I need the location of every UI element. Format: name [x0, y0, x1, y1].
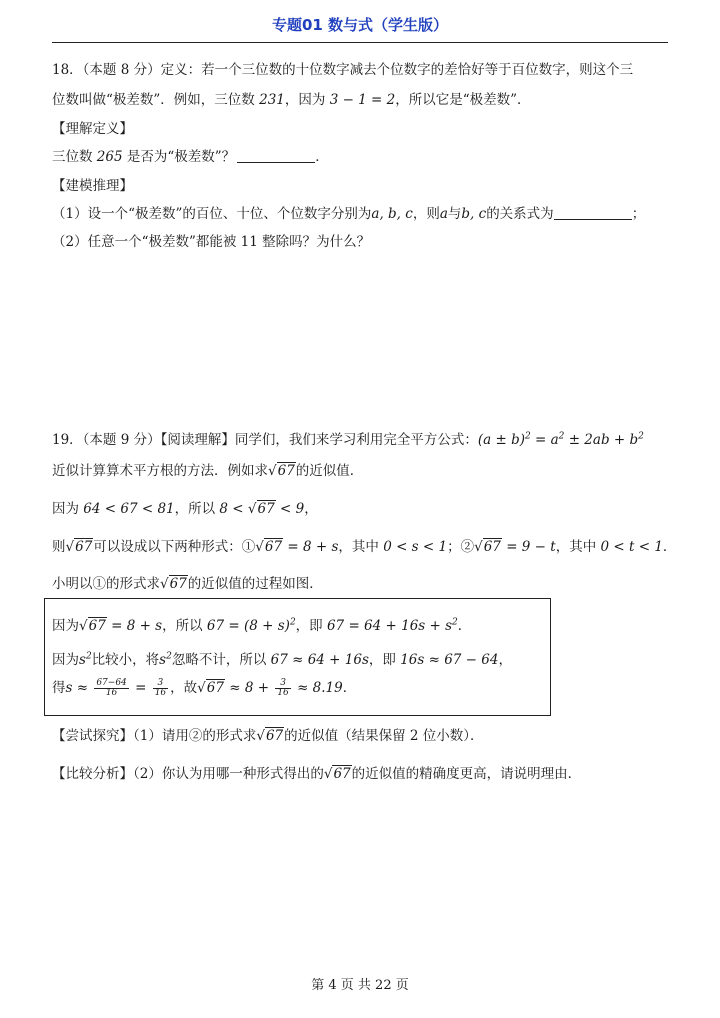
equation: =	[130, 680, 151, 696]
inequality: < 9	[275, 501, 305, 517]
text: ；	[631, 206, 646, 222]
inequality: 0 < t < 1	[600, 539, 663, 555]
text: 三位数	[52, 149, 97, 165]
text: 近似计算算术平方根的方法．例如求	[52, 463, 268, 479]
inequality: 8 <	[219, 501, 248, 517]
text: 比较小，将	[91, 652, 160, 668]
text: 的近似值的过程如图．	[187, 576, 323, 592]
test-number: 265	[96, 149, 123, 165]
text: 忽略不计，所以	[171, 652, 271, 668]
q18-heading-model: 【建模推理】	[52, 178, 133, 194]
sqrt-67: √67	[474, 539, 501, 555]
q18-line1: 18．（本题 8 分）定义：若一个三位数的十位数字减去个位数字的差恰好等于百位数字，则这个三	[52, 62, 634, 78]
variables: a, b, c	[371, 206, 413, 222]
equation: s ≈	[65, 680, 93, 696]
exponent: 2	[85, 651, 92, 662]
fraction: $\frac{67-64}{16}$	[96, 677, 127, 698]
formula: = a	[530, 432, 559, 448]
text: 因为	[52, 652, 79, 668]
text: 得	[52, 680, 66, 696]
text: ．	[457, 618, 472, 634]
sqrt-67: √67	[268, 463, 295, 479]
equation: 67 = (8 + s)	[206, 618, 290, 634]
text: ，所以它是“极差数”．	[395, 92, 531, 108]
text: （1）设一个“极差数”的百位、十位、个位数字分别为	[52, 206, 372, 222]
exponent: 2	[558, 431, 565, 442]
text: 因为	[52, 618, 79, 634]
sqrt-67: √67	[79, 618, 106, 634]
text: ，其中	[338, 539, 384, 555]
text: 与	[447, 206, 462, 222]
variable-s: s	[159, 652, 167, 668]
exponent: 2	[452, 617, 458, 628]
variable-s: s	[79, 652, 86, 668]
text: 【尝试探究】（1）请用②的形式求	[52, 728, 257, 744]
q18-part2: （2）任意一个“极差数”都能被 11 整除吗？为什么？	[52, 234, 371, 250]
q18-line2	[52, 88, 531, 108]
text: ，	[304, 501, 318, 517]
box-line3	[52, 676, 356, 698]
text: 的关系式为	[486, 206, 554, 222]
inequality: 0 < s < 1	[383, 539, 448, 555]
text: 19．（本题 9 分）【阅读理解】同学们，我们来学习利用完全平方公式：	[52, 432, 478, 448]
text: 小明以①的形式求	[52, 576, 160, 592]
exponent: 2	[289, 617, 296, 628]
exponent: 2	[638, 431, 644, 442]
answer-blank[interactable]	[237, 149, 315, 163]
text: ．	[662, 539, 677, 555]
text: 可以设成以下两种形式：①	[93, 539, 256, 555]
text: ．	[342, 680, 357, 696]
text: ，因为	[284, 92, 330, 108]
box-line1	[52, 614, 471, 634]
sqrt-67: √67	[256, 728, 284, 744]
text: 【比较分析】（2）你认为用哪一种形式得出的	[52, 766, 324, 782]
q18-heading-understand: 【理解定义】	[52, 121, 133, 137]
sqrt-67: √67	[247, 501, 275, 517]
q19-compare-analysis	[52, 762, 581, 782]
sqrt-67: √67	[197, 680, 224, 696]
text: ，故	[170, 680, 198, 696]
text: ，所以	[162, 618, 207, 634]
sqrt-67: √67	[160, 576, 187, 592]
text: 的近似值．	[295, 463, 364, 479]
variable-a: a	[439, 206, 448, 222]
example-equation: 3 − 1 = 2	[329, 92, 396, 108]
text: 因为	[52, 501, 84, 517]
equation: 67 ≈ 64 + 16s	[270, 652, 369, 668]
q19-line4	[52, 535, 676, 555]
text: 的近似值的精确度更高，请说明理由．	[351, 766, 582, 782]
equation: 16s ≈ 67 − 64	[400, 652, 499, 668]
q18-line3	[52, 145, 329, 165]
example-number: 231	[259, 92, 285, 108]
box-line2	[52, 648, 512, 668]
exponent: 2	[166, 651, 172, 662]
page-number: 第 4 页 共 22 页	[311, 978, 409, 993]
sqrt-67: √67	[323, 766, 351, 782]
equation: 67 = 64 + 16s + s	[326, 618, 453, 634]
text: ．	[315, 149, 329, 165]
inequality: 64 < 67 < 81	[83, 501, 175, 517]
equation: = 9 − t	[501, 539, 556, 555]
formula: ± 2ab + b	[564, 432, 639, 448]
equation: = 8 + s	[283, 539, 339, 555]
text: ，即	[295, 618, 327, 634]
variables-bc: b, c	[461, 206, 487, 222]
q19-line5	[52, 572, 323, 592]
q18-part1	[52, 202, 645, 222]
text: 位数叫做“极差数”．例如，三位数	[52, 92, 260, 108]
q19-line3	[52, 497, 318, 517]
text: 是否为“极差数”？	[122, 149, 236, 165]
text: ，其中	[555, 539, 601, 555]
q19-line1	[52, 428, 644, 448]
text: ，所以	[174, 501, 220, 517]
text: ，则	[412, 206, 440, 222]
text: ；②	[447, 539, 475, 555]
document-header-title: 专题01 数与式（学生版）	[271, 16, 449, 34]
header-divider	[52, 42, 668, 43]
sqrt-67: √67	[65, 539, 93, 555]
fraction: $\frac{3}{16}$	[154, 677, 167, 698]
answer-blank[interactable]	[554, 206, 632, 220]
text: ，即	[368, 652, 401, 668]
equation: ≈ 8 +	[224, 680, 274, 696]
text: 的近似值（结果保留 2 位小数）．	[284, 728, 484, 744]
exponent: 2	[524, 431, 531, 442]
q19-try-explore	[52, 724, 484, 744]
fraction: $\frac{3}{16}$	[277, 677, 289, 698]
sqrt-67: √67	[255, 539, 283, 555]
q19-line2	[52, 459, 363, 479]
equation: ≈ 8.19	[292, 680, 343, 696]
text: 则	[52, 539, 66, 555]
equation: = 8 + s	[106, 618, 163, 634]
formula: (a ± b)	[477, 432, 525, 448]
text: ，	[498, 652, 512, 668]
